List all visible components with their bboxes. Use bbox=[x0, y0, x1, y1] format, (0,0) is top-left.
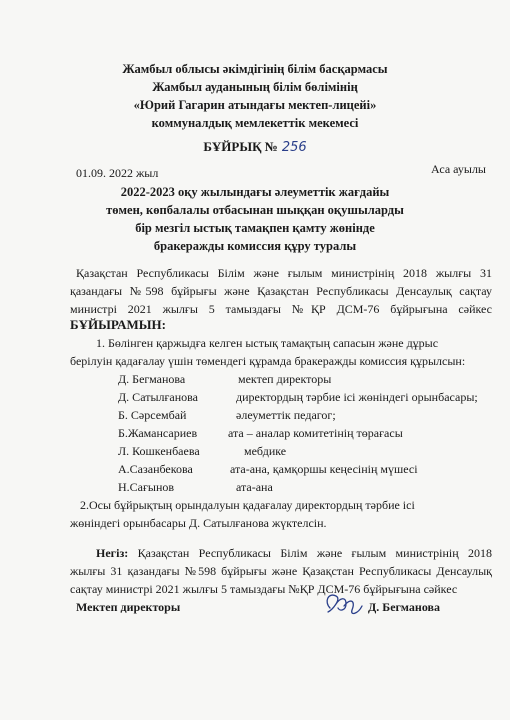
order-heading bbox=[0, 138, 510, 156]
signature-name: Д. Бегманова bbox=[368, 600, 440, 614]
title-line-2: төмен, көпбалалы отбасынан шыққан оқушыларды bbox=[106, 203, 404, 217]
item1-line-2: берілуін қадағалау үшін төмендегі құрамда бракеражды комиссия құрылсын: bbox=[70, 354, 466, 368]
order-date: 01.09. 2022 жыл bbox=[76, 166, 159, 180]
preamble-line-1: Қазақстан Республикасы Білім және ғылым министрінің 2018 жылғы 31 bbox=[76, 266, 492, 280]
item2-line-2: жөніндегі орынбасары Д. Сатылғанова жүктелсін. bbox=[70, 516, 327, 530]
member-role: мебдике bbox=[244, 444, 287, 458]
member-role: ата-ана bbox=[236, 480, 273, 494]
member-role: мектеп директоры bbox=[238, 372, 332, 386]
item2-line-1: 2.Осы бұйрықтың орындалуын қадағалау директордың тәрбие ісі bbox=[80, 498, 415, 512]
member-name: А.Сазанбекова bbox=[118, 462, 193, 476]
basis-line-2: жылғы 31 қазандағы №598 бұйрығы және Қазақстан Республикасы Денсаулық bbox=[70, 564, 492, 578]
title-line-3: бір мезгіл ыстық тамақпен қамту жөнінде bbox=[135, 221, 375, 235]
order-number: 256 bbox=[281, 140, 307, 155]
item1-line-1: 1. Бөлінген қаржыдға келген ыстық тамақтың сапасын және дұрыс bbox=[96, 336, 439, 350]
header-line-2: Жамбыл ауданының білім бөлімінің bbox=[152, 80, 358, 94]
basis-line-1 bbox=[96, 544, 492, 562]
member-name: Д. Бегманова bbox=[118, 372, 186, 386]
header-line-1: Жамбыл облысы әкімдігінің білім басқармасы bbox=[122, 62, 388, 76]
title-line-1: 2022-2023 оқу жылындағы әлеуметтік жағдайы bbox=[120, 185, 390, 199]
preamble-line-2: қазандағы №598 бұйрығы және Қазақстан Республикасы Денсаулық сақтау bbox=[70, 284, 492, 298]
member-name: Н.Сағынов bbox=[118, 480, 175, 494]
member-role: ата – аналар комитетінің төрағасы bbox=[228, 426, 403, 440]
member-role: әлеуметтік педагог; bbox=[236, 408, 336, 422]
header-line-3: «Юрий Гагарин атындағы мектеп-лицейі» bbox=[133, 98, 377, 112]
member-name: Л. Кошкенбаева bbox=[118, 444, 200, 458]
order-place: Аса ауылы bbox=[431, 162, 486, 176]
member-name: Б. Сәрсембай bbox=[118, 408, 187, 422]
member-name: Б.Жамансариев bbox=[118, 426, 198, 440]
handwritten-signature bbox=[322, 588, 366, 625]
order-label: БҰЙРЫҚ № bbox=[203, 139, 278, 154]
basis-text-1: Қазақстан Республикасы Білім және ғылым министрінің 2018 bbox=[137, 546, 492, 560]
basis-label: Негіз: bbox=[96, 546, 129, 560]
header-line-4: коммуналдық мемлекеттік мекемесі bbox=[151, 116, 359, 130]
basis-line-3: сақтау министрі 2021 жылғы 5 тамыздағы №ҚР ДСМ-76 бұйрығына сәйкес bbox=[70, 582, 458, 596]
member-name: Д. Сатылғанова bbox=[118, 390, 199, 404]
title-line-4: бракеражды комиссия құру туралы bbox=[153, 239, 357, 253]
signature-position: Мектеп директоры bbox=[76, 600, 181, 614]
member-role: директордың тәрбие ісі жөніндегі орынбасары; bbox=[236, 390, 478, 404]
preamble-line-3: министрі 2021 жылғы 5 тамыздағы №ҚР ДСМ-76 бұйрығына сәйкес bbox=[70, 302, 492, 316]
member-role: ата-ана, қамқоршы кеңесінің мүшесі bbox=[230, 462, 418, 476]
command-word: БҰЙЫРАМЫН: bbox=[70, 317, 167, 332]
